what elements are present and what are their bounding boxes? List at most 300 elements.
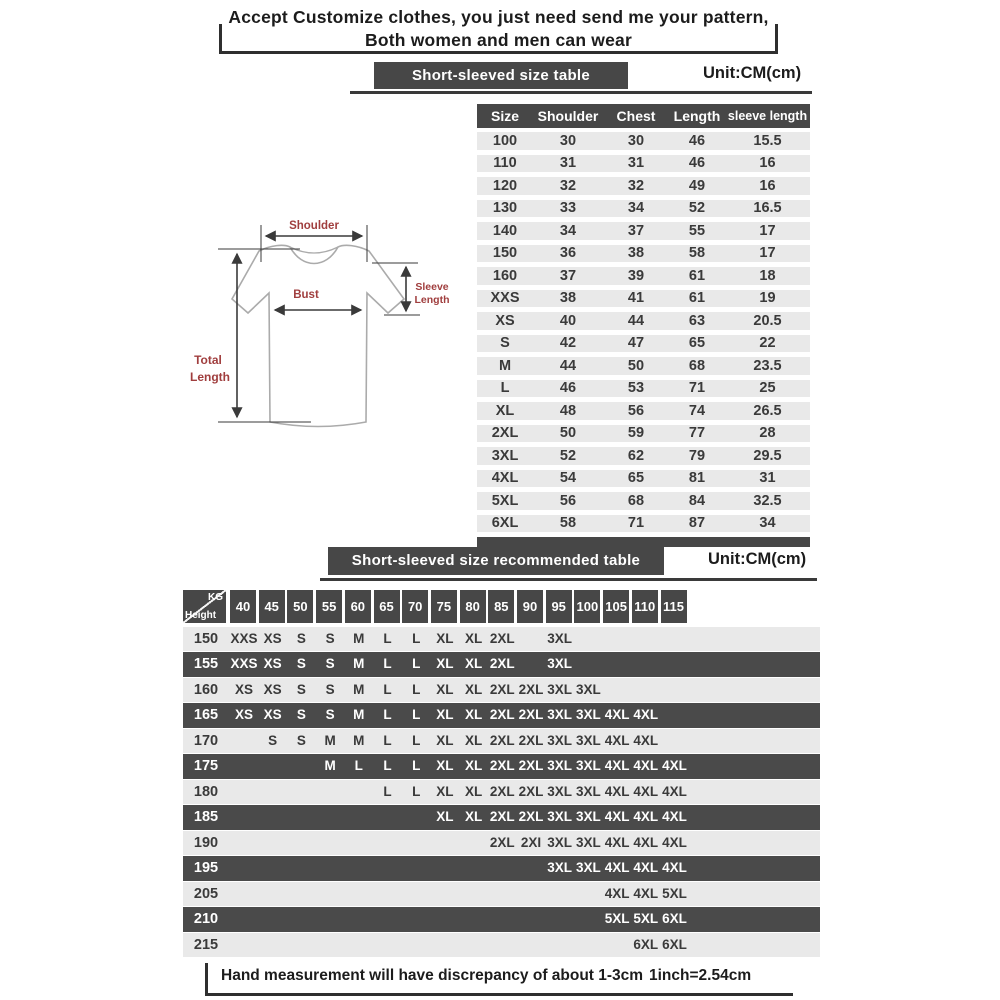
- size-value: 2XL: [489, 707, 515, 723]
- size-value: 3XL: [576, 860, 601, 876]
- measure-cell: 32: [559, 177, 577, 194]
- weight-header-cell: 75: [431, 590, 457, 623]
- size-value: S: [296, 681, 306, 697]
- measure-cell: 46: [688, 155, 706, 172]
- size-value: 4XL: [604, 732, 630, 748]
- size-value: 4XL: [662, 809, 687, 825]
- tshirt-measurement-diagram: [168, 196, 460, 444]
- recommend-row: [183, 907, 820, 931]
- size-value: 2XL: [489, 732, 515, 748]
- size-value: M: [324, 732, 336, 748]
- size-value: L: [383, 656, 392, 672]
- measure-cell: 31: [627, 155, 645, 172]
- corner-cell: [183, 590, 226, 623]
- size-value: 2XL: [518, 758, 544, 774]
- weight-header-cell: 80: [460, 590, 486, 623]
- size-cell: 2XL: [491, 425, 519, 442]
- size-value: L: [412, 783, 421, 799]
- measure-cell: 17: [759, 222, 776, 239]
- size-value: M: [353, 631, 365, 646]
- size-value: 4XL: [604, 860, 630, 876]
- size-table-row: [477, 515, 810, 533]
- size-value: S: [325, 631, 335, 646]
- measure-cell: 74: [688, 402, 706, 419]
- sleeve-length-label-1: Sleeve: [415, 281, 449, 293]
- measure-cell: 39: [627, 267, 645, 284]
- size-value: XL: [464, 783, 483, 799]
- weight-header-cell: 110: [632, 590, 658, 623]
- measure-cell: 32: [627, 177, 645, 194]
- size-value: XL: [436, 681, 454, 697]
- size-table-row: [477, 200, 810, 218]
- weight-header-cell: 45: [259, 590, 285, 623]
- size-table-header: [477, 104, 810, 128]
- size-value: 2XL: [489, 834, 515, 850]
- size-cell: XL: [495, 402, 515, 419]
- height-label: 185: [193, 809, 219, 826]
- measure-cell: 68: [627, 492, 645, 509]
- measure-cell: 46: [559, 380, 577, 397]
- weight-header-cell: 85: [488, 590, 514, 623]
- size-value: XL: [436, 732, 454, 748]
- size-value: L: [383, 707, 392, 723]
- height-label: 160: [193, 681, 219, 698]
- size-value: 3XL: [547, 783, 573, 799]
- size-table-row: [477, 312, 810, 330]
- weight-header-cell: 100: [574, 590, 600, 623]
- col-shoulder: Shoulder: [537, 108, 599, 124]
- size-value: S: [296, 631, 306, 646]
- weight-header-cell: 115: [661, 590, 687, 623]
- height-label: 170: [193, 732, 219, 749]
- measure-cell: 81: [688, 470, 706, 487]
- size-cell: XXS: [490, 290, 520, 307]
- size-value: 6XL: [633, 936, 659, 952]
- section2-unit: Unit:CM(cm): [708, 550, 807, 568]
- total-length-label-2: Length: [190, 370, 230, 384]
- measure-cell: 30: [627, 132, 645, 149]
- recommend-row: [183, 831, 820, 855]
- size-cell: 150: [492, 245, 518, 262]
- measure-cell: 41: [627, 290, 645, 307]
- recommend-row: [183, 627, 820, 651]
- size-value: 4XL: [662, 860, 687, 876]
- measure-cell: 34: [759, 515, 776, 532]
- size-value: 5XL: [662, 885, 687, 901]
- measure-cell: 42: [559, 335, 577, 352]
- size-value: S: [325, 656, 335, 672]
- size-cell: S: [500, 335, 510, 352]
- size-table: [477, 104, 810, 537]
- footer-frame-left: [205, 963, 208, 996]
- size-cell: 110: [493, 155, 517, 172]
- recommend-row: [183, 933, 820, 957]
- recommend-row: [183, 882, 820, 906]
- size-value: XS: [263, 631, 282, 646]
- measure-cell: 30: [559, 132, 577, 149]
- measure-cell: 50: [559, 425, 577, 442]
- size-value: L: [412, 758, 421, 774]
- size-value: 3XL: [547, 809, 573, 825]
- measure-cell: 71: [688, 380, 706, 397]
- size-value: 2XL: [518, 681, 544, 697]
- total-length-label-1: Total: [194, 353, 222, 367]
- size-value: L: [412, 681, 421, 697]
- height-label: 165: [193, 707, 219, 724]
- recommend-row: [183, 805, 820, 829]
- size-value: 4XL: [604, 758, 630, 774]
- tshirt-outline: [232, 245, 404, 426]
- footer-note: Hand measurement will have discrepancy of about 1-3cm: [221, 967, 644, 984]
- size-table-row: [477, 335, 810, 353]
- recommend-table-rows: [183, 627, 820, 957]
- size-value: 2XL: [518, 809, 544, 825]
- size-table-footer-bar: [477, 537, 810, 547]
- measure-cell: 22: [759, 335, 776, 352]
- size-value: 2XL: [489, 631, 515, 646]
- measure-cell: 37: [559, 267, 577, 284]
- size-value: XXS: [230, 656, 258, 672]
- measure-cell: 40: [559, 312, 577, 329]
- size-cell: 4XL: [491, 470, 519, 487]
- size-cell: 160: [492, 267, 518, 284]
- measure-cell: 29.5: [753, 447, 782, 464]
- measure-cell: 79: [688, 447, 706, 464]
- measure-cell: 48: [559, 402, 577, 419]
- size-cell: XS: [495, 312, 515, 329]
- recommend-row: [183, 678, 820, 702]
- size-table-row: [477, 222, 810, 240]
- size-value: L: [383, 783, 392, 799]
- size-value: L: [383, 631, 392, 646]
- measure-cell: 71: [627, 515, 645, 532]
- size-value: 4XL: [633, 783, 659, 799]
- size-value: 3XL: [547, 758, 573, 774]
- measure-cell: 61: [688, 267, 706, 284]
- size-value: 2XL: [489, 783, 515, 799]
- recommend-row: [183, 703, 820, 727]
- size-value: L: [412, 707, 421, 723]
- size-value: 2XL: [489, 758, 515, 774]
- recommend-row: [183, 780, 820, 804]
- size-value: S: [325, 681, 335, 697]
- recommend-table: [183, 590, 820, 958]
- section1-divider: [350, 91, 812, 94]
- size-value: XL: [464, 656, 483, 672]
- size-value: XL: [436, 758, 454, 774]
- size-cell: 100: [492, 132, 518, 149]
- measure-cell: 32.5: [753, 492, 782, 509]
- size-value: S: [268, 732, 278, 748]
- size-value: 4XL: [633, 834, 659, 850]
- size-value: XL: [464, 809, 483, 825]
- measure-cell: 49: [688, 177, 706, 194]
- size-value: XS: [234, 707, 253, 723]
- size-value: 3XL: [576, 681, 601, 697]
- size-cell: M: [498, 357, 512, 374]
- measure-cell: 65: [688, 335, 706, 352]
- size-value: 2XL: [518, 707, 544, 723]
- size-value: XS: [263, 681, 282, 697]
- size-value: 3XL: [547, 656, 573, 672]
- recommend-row: [183, 729, 820, 753]
- size-value: M: [324, 758, 336, 774]
- weight-header-cell: 50: [287, 590, 313, 623]
- size-value: XL: [436, 707, 454, 723]
- size-cell: 3XL: [491, 447, 519, 464]
- size-value: 2XI: [520, 834, 542, 850]
- size-table-row: [477, 492, 810, 510]
- col-chest: Chest: [616, 108, 656, 124]
- tshirt-collar: [290, 247, 338, 253]
- section2-divider: [320, 578, 817, 581]
- weight-header-cell: 105: [603, 590, 629, 623]
- size-value: 3XL: [547, 834, 573, 850]
- measure-cell: 52: [559, 447, 577, 464]
- height-label: 215: [193, 936, 219, 953]
- measure-cell: 58: [688, 245, 706, 262]
- measure-cell: 52: [688, 200, 706, 217]
- size-cell: 6XL: [491, 515, 519, 532]
- sleeve-length-label-2: Length: [414, 294, 450, 306]
- size-value: 4XL: [633, 732, 659, 748]
- size-value: XL: [464, 732, 483, 748]
- size-cell: L: [500, 380, 510, 397]
- size-table-row: [477, 245, 810, 263]
- size-value: XL: [464, 707, 483, 723]
- measure-cell: 15.5: [753, 132, 782, 149]
- size-value: 4XL: [604, 707, 630, 723]
- measure-cell: 84: [688, 492, 706, 509]
- header-note-line2: Both women and men can wear: [365, 29, 632, 50]
- measure-cell: 34: [559, 222, 577, 239]
- size-value: 4XL: [662, 834, 687, 850]
- measure-cell: 28: [759, 425, 776, 442]
- size-value: XL: [464, 681, 483, 697]
- size-value: M: [353, 656, 365, 672]
- size-value: S: [296, 707, 306, 723]
- measure-cell: 25: [759, 380, 776, 397]
- size-table-row: [477, 402, 810, 420]
- size-value: S: [296, 732, 306, 748]
- size-table-row: [477, 357, 810, 375]
- size-value: 4XL: [662, 783, 687, 799]
- height-label: 180: [193, 783, 219, 800]
- size-value: 6XL: [662, 936, 687, 952]
- size-value: 4XL: [604, 885, 630, 901]
- size-value: 3XL: [547, 732, 573, 748]
- measure-cell: 23.5: [753, 357, 782, 374]
- size-value: XL: [436, 656, 454, 672]
- size-value: 3XL: [547, 631, 573, 646]
- size-table-row: [477, 290, 810, 308]
- size-value: 2XL: [489, 681, 515, 697]
- measure-cell: 53: [627, 380, 645, 397]
- size-value: 5XL: [633, 911, 659, 927]
- size-value: 3XL: [547, 681, 573, 697]
- measure-cell: 31: [759, 470, 776, 487]
- measure-cell: 59: [627, 425, 645, 442]
- header-note-line1: Accept Customize clothes, you just need send me your pattern,: [228, 7, 769, 27]
- size-value: 6XL: [662, 911, 687, 927]
- section2-title-banner: Short-sleeved size recommended table: [328, 547, 664, 575]
- col-sleeve-length: sleeve length: [727, 109, 808, 123]
- size-value: L: [383, 732, 392, 748]
- size-value: 4XL: [633, 885, 659, 901]
- size-cell: 140: [492, 222, 518, 239]
- size-cell: 120: [492, 177, 518, 194]
- size-value: M: [353, 681, 365, 697]
- height-label: 195: [193, 860, 219, 877]
- weight-header-cell: 70: [402, 590, 428, 623]
- measure-cell: 46: [688, 132, 706, 149]
- measure-cell: 55: [688, 222, 706, 239]
- size-value: 2XL: [489, 809, 515, 825]
- col-length: Length: [673, 108, 721, 124]
- size-table-row: [477, 470, 810, 488]
- size-value: L: [383, 681, 392, 697]
- measure-cell: 38: [627, 245, 645, 262]
- height-label: 205: [193, 885, 219, 902]
- measure-cell: 16.5: [753, 200, 782, 217]
- measure-cell: 19: [759, 290, 776, 307]
- measure-cell: 16: [759, 155, 776, 172]
- size-table-row: [477, 380, 810, 398]
- height-label: 150: [193, 631, 219, 647]
- measure-cell: 77: [688, 425, 706, 442]
- size-value: XL: [464, 758, 483, 774]
- recommend-row: [183, 652, 820, 676]
- measure-cell: 56: [627, 402, 645, 419]
- size-value: 4XL: [633, 758, 659, 774]
- recommend-row: [183, 754, 820, 778]
- height-label: 190: [193, 834, 219, 851]
- measure-cell: 44: [627, 312, 645, 329]
- footer-conversion: 1inch=2.54cm: [649, 967, 752, 984]
- size-table-row: [477, 447, 810, 465]
- measure-cell: 31: [559, 155, 577, 172]
- size-table-rows: [477, 132, 810, 532]
- size-table-row: [477, 267, 810, 285]
- height-label: 155: [193, 656, 219, 673]
- weight-header-cell: 95: [546, 590, 572, 623]
- bust-label: Bust: [293, 289, 319, 301]
- measure-cell: 34: [627, 200, 645, 217]
- corner-height-label: Height: [185, 610, 217, 621]
- measure-cell: 63: [688, 312, 706, 329]
- size-value: XS: [263, 656, 282, 672]
- measure-cell: 20.5: [753, 312, 782, 329]
- size-value: XL: [436, 783, 454, 799]
- measure-cell: 61: [688, 290, 706, 307]
- col-size: Size: [490, 108, 519, 124]
- measure-cell: 37: [627, 222, 645, 239]
- measure-cell: 47: [627, 335, 645, 352]
- size-table-row: [477, 132, 810, 150]
- size-value: L: [412, 732, 421, 748]
- size-value: XL: [436, 631, 454, 646]
- measure-cell: 68: [688, 357, 706, 374]
- weight-header-cell: 90: [517, 590, 543, 623]
- height-label: 210: [193, 911, 219, 928]
- size-value: XL: [464, 631, 483, 646]
- weight-header-cell: 40: [230, 590, 256, 623]
- measure-cell: 54: [559, 470, 577, 487]
- size-table-row: [477, 155, 810, 173]
- measure-cell: 56: [559, 492, 577, 509]
- weight-header-cell: 55: [316, 590, 342, 623]
- measure-cell: 87: [688, 515, 706, 532]
- size-cell: 130: [492, 200, 518, 217]
- size-table-row: [477, 177, 810, 195]
- size-value: 3XL: [547, 707, 573, 723]
- size-value: 4XL: [633, 860, 659, 876]
- measure-cell: 26.5: [753, 402, 782, 419]
- size-value: XL: [436, 809, 454, 825]
- size-value: M: [353, 732, 365, 748]
- size-value: XS: [234, 681, 253, 697]
- section1-title-banner: Short-sleeved size table: [374, 62, 628, 89]
- measure-cell: 36: [559, 245, 577, 262]
- size-value: 3XL: [576, 834, 601, 850]
- measure-cell: 38: [559, 290, 577, 307]
- size-value: 3XL: [576, 809, 601, 825]
- size-value: L: [354, 758, 363, 774]
- size-value: 3XL: [547, 860, 573, 876]
- header-note: [220, 6, 777, 54]
- size-value: 5XL: [604, 911, 630, 927]
- height-label: 175: [193, 758, 219, 775]
- weight-header-cell: 65: [374, 590, 400, 623]
- size-value: XS: [263, 707, 282, 723]
- size-value: 4XL: [604, 809, 630, 825]
- measure-cell: 58: [559, 515, 577, 532]
- size-value: L: [412, 656, 421, 672]
- measure-cell: 65: [627, 470, 645, 487]
- size-value: L: [383, 758, 392, 774]
- size-value: L: [412, 631, 421, 646]
- size-value: 2XL: [489, 656, 515, 672]
- section1-unit: Unit:CM(cm): [703, 64, 802, 82]
- measure-cell: 33: [559, 200, 577, 217]
- size-table-row: [477, 425, 810, 443]
- recommend-table-header: [183, 590, 820, 623]
- shoulder-label: Shoulder: [289, 220, 339, 232]
- size-value: XXS: [230, 631, 258, 646]
- size-value: 4XL: [633, 809, 659, 825]
- size-value: S: [325, 707, 335, 723]
- size-value: 2XL: [518, 783, 544, 799]
- size-value: 4XL: [662, 758, 687, 774]
- size-value: 3XL: [576, 758, 601, 774]
- size-value: 3XL: [576, 707, 601, 723]
- measure-cell: 44: [559, 357, 577, 374]
- footer-frame-bottom: [205, 993, 793, 996]
- size-value: 2XL: [518, 732, 544, 748]
- measure-cell: 16: [759, 177, 776, 194]
- measure-cell: 18: [759, 267, 776, 284]
- size-value: M: [353, 707, 365, 723]
- corner-kg-label: KG: [208, 592, 223, 603]
- measure-cell: 17: [759, 245, 776, 262]
- size-value: 4XL: [604, 783, 630, 799]
- measure-cell: 62: [627, 447, 645, 464]
- size-cell: 5XL: [491, 492, 519, 509]
- measure-cell: 50: [627, 357, 645, 374]
- size-value: 4XL: [604, 834, 630, 850]
- size-value: 3XL: [576, 732, 601, 748]
- recommend-row: [183, 856, 820, 880]
